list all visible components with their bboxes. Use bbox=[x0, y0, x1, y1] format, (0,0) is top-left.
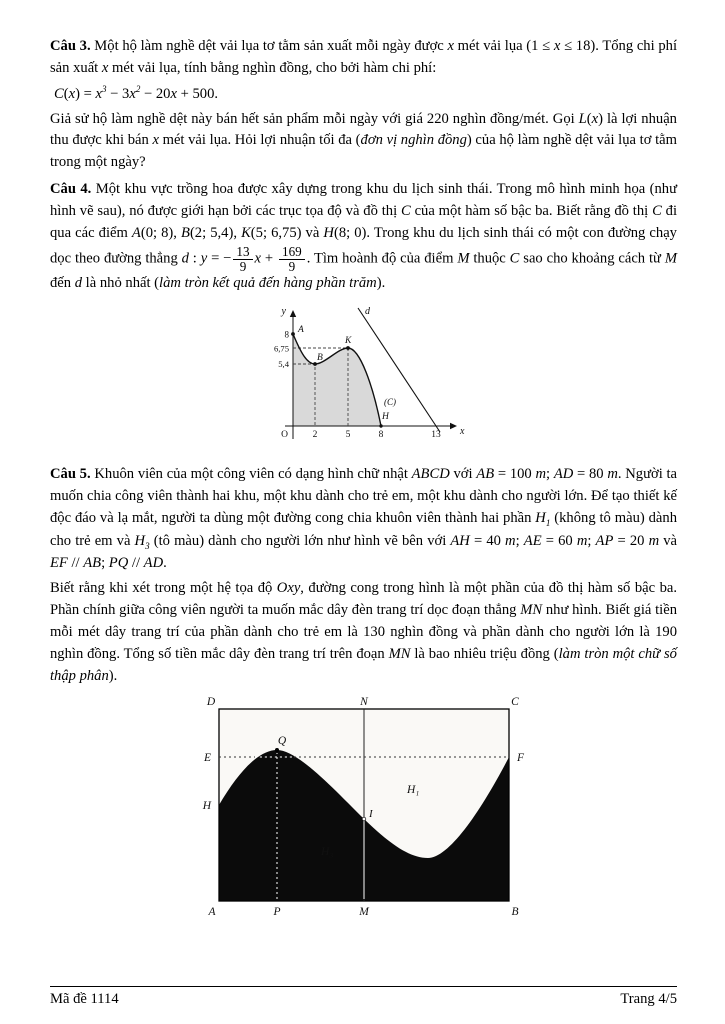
text-run: MN bbox=[388, 645, 411, 662]
text-run: // bbox=[128, 555, 144, 572]
point-Q bbox=[275, 748, 279, 752]
text-run: Biết rằng khi xét trong một hệ tọa độ bbox=[50, 579, 277, 596]
text-run: (không tô màu) dành cho trẻ em và bbox=[50, 510, 677, 549]
text-run: mét vải lụa, tính bằng nghìn đồng, cho bởi hàm chi phí: bbox=[108, 59, 437, 76]
question-4 bbox=[50, 179, 677, 458]
label-point-A: A bbox=[297, 325, 304, 336]
text-run: $H_1$ bbox=[535, 510, 551, 529]
text-run: Một khu vực trồng hoa được xây dựng trong khu du lịch sinh thái. Trong mô hình minh họa (như hình vẽ sau), nó được giới hạn bởi các trục tọa độ và đồ thị bbox=[50, 181, 678, 220]
text-run: x bbox=[447, 38, 454, 54]
fraction: $\frac{13}{9}$ bbox=[233, 245, 252, 274]
question-3 bbox=[50, 36, 677, 174]
text-run: x bbox=[68, 85, 76, 102]
label-origin: O bbox=[280, 430, 288, 441]
text-run: L bbox=[578, 110, 587, 127]
label-point-M: M bbox=[358, 906, 369, 919]
text-run: là nhỏ nhất ( bbox=[82, 275, 160, 292]
question-5-paragraph-2 bbox=[50, 578, 677, 687]
text-run: đơn vị nghìn đồng bbox=[360, 132, 467, 149]
text-run: M bbox=[664, 250, 677, 267]
tick-y-5-4: 5,4 bbox=[277, 359, 289, 370]
label-point-F: F bbox=[516, 752, 524, 765]
text-run: C bbox=[401, 203, 411, 220]
text-run: ) là lợi nhuận thu được khi bán bbox=[50, 110, 677, 149]
text-run: ) = bbox=[75, 85, 96, 102]
text-run: và bbox=[659, 532, 678, 549]
label-curve-C: (C) bbox=[383, 397, 396, 408]
text-run: (5; 6,75) và bbox=[250, 224, 324, 241]
text-run: AD bbox=[553, 466, 574, 483]
text-run: AH bbox=[450, 532, 470, 549]
text-run: . Người ta muốn chia công viên thành hai khu, một khu dành cho trẻ em, một khu dành cho người lớn. Để tạo thiết kế độc đáo và lạ mắt, người ta dùng một đường cong chia khuôn viên thành hai phần bbox=[50, 466, 678, 527]
text-run: x bbox=[553, 38, 561, 54]
text-run: $x^3$ bbox=[95, 83, 107, 102]
text-run: − 3 bbox=[106, 85, 130, 102]
text-run: AD bbox=[143, 555, 164, 572]
text-run: ; bbox=[546, 466, 554, 483]
text-run: Câu 4. bbox=[50, 181, 92, 198]
text-run: đến bbox=[50, 275, 75, 292]
tick-y-8: 8 bbox=[284, 329, 289, 340]
text-run: // bbox=[67, 555, 84, 572]
text-run: x bbox=[152, 132, 159, 149]
text-run: m bbox=[607, 466, 618, 483]
text-run: = 40 bbox=[469, 532, 506, 549]
text-run: mét vải lụa. Hỏi lợi nhuận tối đa ( bbox=[158, 132, 361, 149]
text-run: (0; 8), bbox=[140, 224, 182, 241]
text-run: sao cho khoảng cách từ bbox=[519, 250, 665, 267]
tick-x-8: 8 bbox=[378, 430, 383, 441]
text-run: AE bbox=[523, 532, 542, 549]
text-run: $H_3$ bbox=[134, 532, 150, 551]
label-region-H1: H₁ bbox=[406, 784, 419, 797]
text-run: x bbox=[254, 250, 262, 267]
text-run: ). bbox=[108, 667, 118, 684]
text-run: đi qua các điểm bbox=[50, 203, 677, 241]
text-run: y bbox=[200, 250, 208, 267]
text-run: C bbox=[509, 250, 520, 267]
text-run: Câu 5. bbox=[50, 466, 91, 483]
text-run: − 20 bbox=[140, 85, 171, 102]
text-run: ( bbox=[63, 85, 69, 102]
text-run: với bbox=[449, 466, 477, 483]
text-run: (8; 0). Trong khu du lịch sinh thái có một con đường chạy dọc theo đường thẳng bbox=[50, 224, 677, 267]
fraction: $\frac{169}{9}$ bbox=[279, 245, 305, 274]
text-run: x bbox=[101, 59, 109, 76]
label-x-axis: x bbox=[459, 426, 464, 438]
text-run: như hình. Biết giá tiền mỗi mét dây trang trí của phần dành cho trẻ em là 130 nghìn đồng và phần dành cho người lớn là 190 nghìn đồng. Tổng số tiền mắc dây đèn trang trí trên đoạn bbox=[50, 601, 677, 662]
text-run: C bbox=[54, 85, 64, 102]
text-run: Giả sử hộ làm nghề dệt này bán hết sản phẩm mỗi ngày với giá 220 nghìn đồng/mét. Gọi bbox=[50, 110, 579, 127]
cubic-graph-svg bbox=[248, 301, 480, 453]
text-run: . bbox=[163, 555, 167, 572]
text-run: ; bbox=[587, 532, 596, 549]
text-run: Một hộ làm nghề dệt vải lụa tơ tằm sản xuất mỗi ngày được bbox=[90, 38, 448, 54]
point-A bbox=[291, 332, 295, 336]
text-run: làm tròn một chữ số thập phân bbox=[50, 645, 677, 684]
text-run: + 500. bbox=[176, 85, 219, 102]
text-run: + bbox=[261, 250, 277, 267]
text-run: = 60 bbox=[541, 532, 577, 549]
y-axis-arrow-icon bbox=[289, 310, 295, 317]
figure-q4-cubic-graph bbox=[50, 301, 677, 458]
text-run: AB bbox=[476, 466, 495, 483]
label-line-d: d bbox=[364, 306, 370, 318]
text-run: K bbox=[241, 224, 251, 241]
label-point-H: H bbox=[381, 412, 389, 423]
cost-function-formula bbox=[50, 83, 677, 106]
page-number: Trang 4/5 bbox=[620, 991, 677, 1007]
label-point-Q: Q bbox=[277, 735, 286, 748]
tick-x-13: 13 bbox=[430, 430, 441, 441]
label-point-I: I bbox=[368, 808, 373, 821]
text-run: d bbox=[181, 250, 189, 267]
text-run: ABCD bbox=[411, 466, 450, 483]
text-run: m bbox=[505, 532, 516, 549]
text-run: H bbox=[323, 224, 334, 241]
exam-code: Mã đề 1114 bbox=[50, 991, 119, 1007]
text-run: , đường cong trong hình là một phần của đồ thị hàm số bậc ba. Phần chính giữa công viên người ta muốn mắc dây đèn trang trí dọc đoạn thẳng bbox=[50, 579, 677, 618]
text-run: (tô màu) dành cho người lớn như hình vẽ bên với bbox=[149, 532, 451, 549]
text-run: x bbox=[170, 85, 177, 102]
tick-y-6-75: 6,75 bbox=[273, 343, 289, 354]
text-run: ≤ 18). Tổng chi phí sản xuất bbox=[50, 38, 678, 76]
label-corner-D: D bbox=[206, 696, 215, 709]
park-figure-svg bbox=[181, 693, 547, 923]
question-3-paragraph-1 bbox=[50, 36, 677, 80]
text-run: ( bbox=[586, 110, 592, 127]
text-run: MN bbox=[520, 601, 543, 618]
page-footer bbox=[50, 986, 677, 1008]
text-run: Khuôn viên của một công viên có dạng hình chữ nhật bbox=[90, 466, 412, 483]
label-point-K: K bbox=[344, 336, 351, 347]
x-axis-arrow-icon bbox=[450, 423, 457, 429]
label-y-axis: y bbox=[281, 306, 286, 318]
text-run: ) của hộ làm nghề dệt vải lụa tơ tằm trong một ngày? bbox=[50, 132, 677, 171]
label-region-H3: H₃ bbox=[320, 846, 333, 859]
tick-x-5: 5 bbox=[345, 430, 350, 441]
text-run: m bbox=[535, 466, 547, 483]
text-run: PQ bbox=[108, 555, 129, 572]
question-5 bbox=[50, 464, 677, 928]
label-corner-A: A bbox=[207, 906, 216, 919]
question-4-paragraph bbox=[50, 179, 677, 295]
text-run: = 20 bbox=[613, 532, 649, 549]
text-run: = 80 bbox=[573, 466, 608, 483]
text-run: làm tròn kết quả đến hàng phần trăm bbox=[159, 275, 377, 292]
text-run: d bbox=[74, 275, 83, 292]
text-run: : bbox=[188, 250, 201, 267]
text-run: AP bbox=[595, 532, 614, 549]
point-K bbox=[346, 346, 350, 350]
text-run: M bbox=[457, 250, 470, 267]
question-3-paragraph-2 bbox=[50, 109, 677, 175]
text-run: EF bbox=[50, 555, 68, 572]
text-run: $x^2$ bbox=[129, 83, 141, 102]
text-run: ). bbox=[376, 275, 386, 292]
text-run: A bbox=[131, 224, 141, 241]
shaded-region bbox=[293, 334, 381, 426]
text-run: ; bbox=[515, 532, 524, 549]
question-5-paragraph-1 bbox=[50, 464, 677, 575]
tick-x-2: 2 bbox=[312, 430, 317, 441]
label-point-B: B bbox=[316, 353, 323, 364]
text-run: m bbox=[648, 532, 660, 549]
text-run: (2; 5,4), bbox=[189, 224, 242, 241]
point-H bbox=[379, 425, 382, 428]
text-run: m bbox=[576, 532, 588, 549]
text-run: ; bbox=[101, 555, 109, 572]
text-run: = − bbox=[207, 250, 232, 267]
text-run: Oxy bbox=[276, 579, 301, 596]
point-I bbox=[362, 818, 366, 822]
label-corner-B: B bbox=[510, 906, 519, 919]
text-run: = 100 bbox=[494, 466, 536, 483]
text-run: C bbox=[652, 203, 662, 220]
text-run: B bbox=[181, 224, 190, 241]
figure-q5-park bbox=[50, 693, 677, 928]
text-run: của một hàm số bậc ba. Biết rằng đồ thị bbox=[410, 203, 653, 220]
text-run: x bbox=[591, 110, 599, 127]
text-run: . Tìm hoành độ của điểm bbox=[306, 250, 458, 267]
text-run: mét vải lụa (1 ≤ bbox=[453, 38, 554, 54]
label-corner-C: C bbox=[510, 696, 519, 709]
text-run: là bao nhiêu triệu đồng ( bbox=[410, 645, 559, 662]
label-point-E: E bbox=[203, 752, 211, 765]
label-point-P: P bbox=[272, 906, 281, 919]
text-run: AB bbox=[83, 555, 102, 572]
label-point-H: H bbox=[202, 800, 211, 813]
label-point-N: N bbox=[359, 696, 368, 709]
text-run: thuộc bbox=[469, 250, 510, 267]
text-run: Câu 3. bbox=[50, 38, 91, 54]
